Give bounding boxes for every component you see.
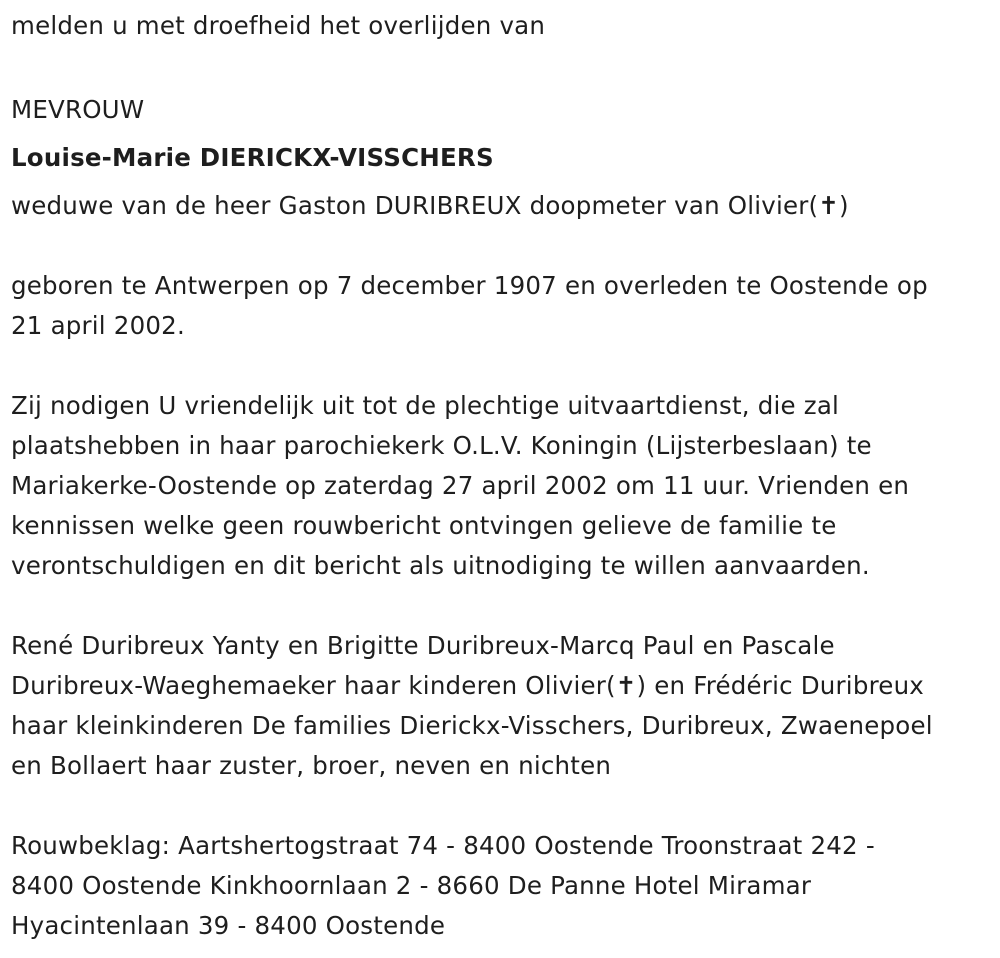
service-line: Zij nodigen U vriendelijk uit tot de plechtige uitvaartdienst, die zal xyxy=(11,391,840,420)
spacer xyxy=(11,46,996,86)
family-line: haar kleinkinderen De families Dierickx-Visschers, Duribreux, Zwaenepoel xyxy=(11,711,933,740)
service-paragraph xyxy=(11,386,996,586)
spacer xyxy=(11,226,996,266)
condolences-line: 8400 Oostende Kinkhoornlaan 2 - 8660 De Panne Hotel Miramar xyxy=(11,871,812,900)
service-line: plaatshebben in haar parochiekerk O.L.V. Koningin (Lijsterbeslaan) te xyxy=(11,431,872,460)
family-line: René Duribreux Yanty en Brigitte Duribreux-Marcq Paul en Pascale xyxy=(11,631,835,660)
spacer xyxy=(11,786,996,826)
spacer xyxy=(11,346,996,386)
family-line: Duribreux-Waeghemaeker haar kinderen Olivier(✝) en Frédéric Duribreux xyxy=(11,671,925,700)
family-paragraph xyxy=(11,626,996,786)
obituary-document xyxy=(11,6,996,946)
spacer xyxy=(11,586,996,626)
family-line: en Bollaert haar zuster, broer, neven en nichten xyxy=(11,751,612,780)
service-line: Mariakerke-Oostende op zaterdag 27 april 2002 om 11 uur. Vrienden en xyxy=(11,471,910,500)
condolences-line: Hyacintenlaan 39 - 8400 Oostende xyxy=(11,911,446,940)
service-line: kennissen welke geen rouwbericht ontvingen gelieve de familie te xyxy=(11,511,837,540)
condolences-line: Rouwbeklag: Aartshertogstraat 74 - 8400 Oostende Troonstraat 242 - xyxy=(11,831,875,860)
birth-death-line: 21 april 2002. xyxy=(11,311,185,340)
honorific-title: MEVROUW xyxy=(11,95,145,124)
service-line: verontschuldigen en dit bericht als uitnodiging te willen aanvaarden. xyxy=(11,551,870,580)
condolences-paragraph xyxy=(11,826,996,946)
relations-text: weduwe van de heer Gaston DURIBREUX doopmeter van Olivier(✝) xyxy=(11,191,849,220)
intro-text: melden u met droefheid het overlijden van xyxy=(11,11,546,40)
birth-death-paragraph xyxy=(11,266,996,346)
birth-death-line: geboren te Antwerpen op 7 december 1907 en overleden te Oostende op xyxy=(11,271,928,300)
deceased-name: Louise-Marie DIERICKX-VISSCHERS xyxy=(11,143,494,172)
